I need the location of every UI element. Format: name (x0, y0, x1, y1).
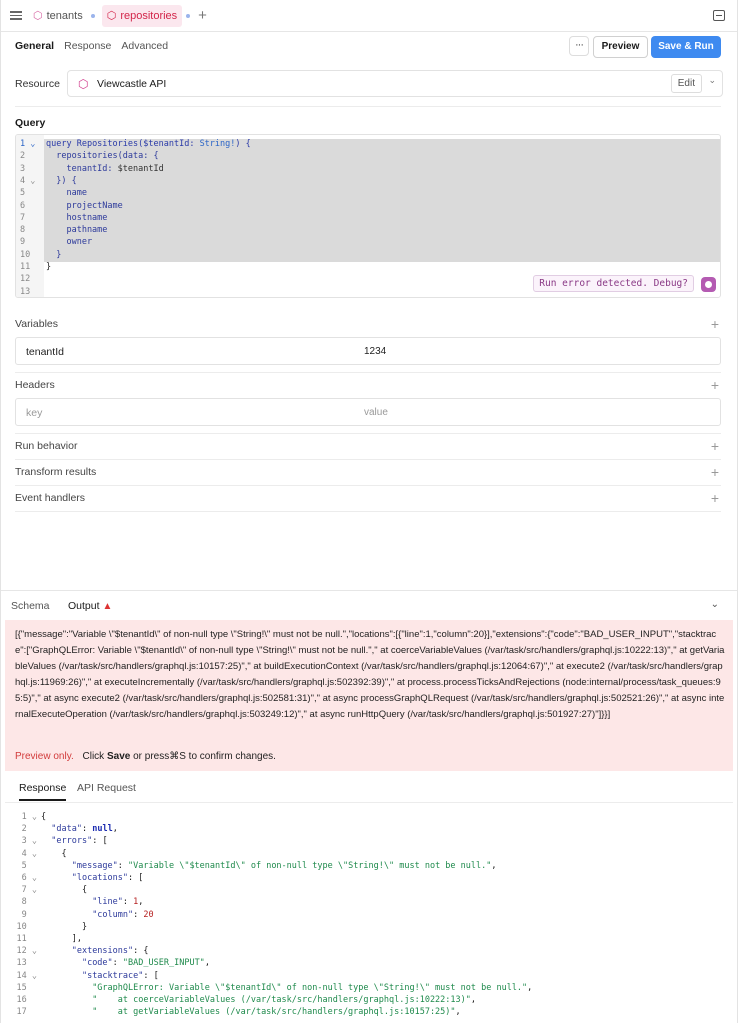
query-tab-bar (1, 0, 737, 32)
header-row (15, 398, 721, 426)
json-line (5, 995, 476, 1007)
json-token: , (138, 897, 144, 908)
json-line (5, 812, 46, 824)
line-number: 6 (20, 200, 26, 211)
json-token: : (133, 909, 144, 920)
resource-row (15, 70, 723, 100)
json-token: : (112, 958, 123, 969)
line-number: 4 ⌄ (20, 175, 36, 186)
json-line-number: 9 (21, 909, 37, 920)
chevron-down-icon[interactable]: ⌄ (710, 599, 719, 610)
json-line-number: 11 (16, 934, 37, 944)
json-token: "message" (71, 860, 118, 871)
resource-select[interactable] (67, 70, 723, 97)
json-token: , (455, 1007, 461, 1018)
json-line-number: 2 (21, 824, 37, 835)
divider (5, 802, 733, 803)
response-tabs (5, 778, 733, 802)
line-number: 7 (20, 212, 26, 223)
json-token (41, 946, 72, 956)
divider (15, 106, 721, 107)
json-token: "line" (92, 897, 123, 908)
json-token: "GraphQLError: Variable \"$tenantId\" of non-null type \"String!\" must not be null." (92, 982, 528, 993)
event-handlers-section[interactable]: Event handlers (15, 492, 86, 504)
output-tab-label: Output (68, 600, 100, 612)
json-token: : { (133, 946, 149, 957)
edit-resource-button[interactable]: Edit (671, 74, 702, 93)
json-line (5, 983, 532, 995)
code-line: repositories(data: { (46, 151, 159, 162)
code-line: pathname (46, 225, 108, 236)
json-line (5, 1007, 461, 1019)
tab-tenants[interactable] (28, 5, 100, 27)
divider (15, 433, 721, 434)
shortcut-text: or press⌘S to confirm changes. (133, 751, 276, 762)
tab-advanced[interactable]: Advanced (121, 40, 169, 52)
variables-title: Variables (15, 318, 58, 330)
add-header-icon[interactable]: + (710, 377, 719, 393)
ai-assist-icon[interactable] (701, 277, 716, 292)
json-token: { (41, 885, 88, 896)
json-line (5, 946, 149, 958)
expand-event-handlers-icon[interactable]: + (710, 490, 719, 506)
code-line: hostname (46, 212, 108, 223)
json-token: "locations" (71, 873, 129, 883)
menu-icon[interactable] (10, 11, 22, 20)
response-json-viewer (5, 812, 733, 1023)
line-number: 5 (20, 188, 26, 199)
debug-error-button[interactable]: Run error detected. Debug? (533, 275, 694, 292)
tab-general[interactable]: General (15, 40, 55, 52)
line-number: 13 (20, 286, 31, 297)
json-token: , (527, 982, 533, 993)
unsaved-dot (186, 14, 190, 18)
editor-subtabs (1, 32, 737, 60)
json-token: : [ (128, 873, 144, 883)
json-line-number: 17 (16, 1007, 37, 1018)
transform-results-section[interactable]: Transform results (15, 466, 97, 478)
line-number: 10 (20, 249, 31, 260)
json-token: "column" (92, 909, 134, 920)
divider (15, 372, 721, 373)
graphql-icon: ⬡ (106, 10, 117, 22)
json-token: " at coerceVariableValues (/var/task/src/handlers/graphql.js:10222:13)" (92, 995, 471, 1005)
json-token: : [ (92, 836, 108, 847)
json-token: { (41, 812, 47, 822)
json-line-number: 15 (16, 982, 37, 993)
output-tabs (1, 594, 737, 618)
unsaved-dot (91, 14, 95, 18)
json-token: : (122, 897, 134, 908)
tab-output[interactable] (68, 600, 112, 612)
chevron-down-icon[interactable]: ⌄ (708, 75, 716, 85)
json-token: " at getVariableValues (/var/task/src/handlers/graphql.js:10157:25)" (92, 1007, 456, 1018)
json-line (5, 934, 82, 946)
json-token (41, 995, 92, 1005)
tab-response-body[interactable]: Response (19, 782, 66, 801)
json-token: : (117, 860, 129, 871)
divider (15, 485, 721, 486)
tab-schema[interactable]: Schema (11, 600, 50, 612)
json-line (5, 885, 87, 897)
graphql-icon: ⬡ (78, 77, 89, 91)
json-token (41, 983, 92, 993)
run-behavior-section[interactable]: Run behavior (15, 440, 78, 452)
error-text: [{"message":"Variable \"$tenantId\" of non-null type \"String!\" must not be null.","locations":[{"line":1,"column":20}],"extensions":{"code":"BAD_USER_INPUT","stacktrace":["GraphQLError: Variable \"$tenantId\" of non-null type \"String!\" must not be null."," at coerceVariableValues (/var/task/src/handlers/graphql.js:10222:13)"," at getVariableValues (/var/task/src/handlers/graphql.js:10157:25)"," at buildExecutionContext (/var/task/src/handlers/graphql.js:12064:67)"," at execute2 (/var/task/src/handlers/graphql.js:11969:26)"," at executeIncrementally (/var/task/src/handlers/graphql.js:502392:39)"," at process.processTicksAndRejections (node:internal/process/task_queues:95:5)"," at async execute2 (/var/task/src/handlers/graphql.js:502581:31)"," at async processGraphQLRequest (/var/task/src/handlers/graphql.js:502521:26)"," at async internalExecuteOperation (/var/task/src/handlers/graphql.js:503249:12)"," at async runHttpQuery (/var/task/src/handlers/graphql.js:501927:27)"]}}] (15, 629, 725, 720)
json-token (41, 958, 82, 968)
json-token: "errors" (51, 836, 93, 847)
collapse-panel-icon[interactable] (713, 10, 725, 21)
save-and-run-button[interactable]: Save & Run (651, 36, 721, 58)
more-options-button[interactable]: ··· (569, 36, 589, 56)
json-token: "extensions" (71, 946, 134, 957)
json-line (5, 922, 87, 934)
line-number: 12 (20, 274, 31, 285)
tab-response[interactable]: Response (64, 40, 112, 52)
graphql-icon: ⬡ (33, 10, 43, 22)
json-token (41, 971, 82, 981)
json-token: , (491, 860, 497, 871)
json-token: 1 (133, 897, 139, 908)
json-token: , (470, 995, 477, 1005)
json-token (41, 1007, 92, 1017)
json-token: , (204, 958, 210, 969)
variable-row (15, 337, 721, 365)
json-line (5, 971, 159, 983)
code-line: name (46, 188, 87, 199)
json-line (5, 836, 108, 848)
json-token: ], (41, 934, 82, 944)
json-token: : (81, 824, 93, 835)
save-link[interactable]: Save (106, 751, 131, 762)
code-line: owner (46, 237, 93, 248)
warning-icon: ▲ (102, 601, 113, 612)
expand-run-behavior-icon[interactable]: + (710, 438, 719, 454)
json-line (5, 873, 143, 885)
preview-only-label: Preview only. (15, 751, 74, 762)
json-token: "BAD_USER_INPUT" (122, 958, 205, 969)
json-token: "data" (51, 824, 82, 835)
json-token: { (41, 848, 67, 859)
line-number: 1 ⌄ (20, 139, 36, 149)
json-line (5, 824, 118, 836)
json-line-number[interactable]: 3 ⌄ (21, 836, 37, 847)
code-line: } (46, 262, 52, 272)
json-line-number[interactable]: 1 ⌄ (21, 812, 37, 822)
json-token (41, 910, 92, 920)
add-variable-icon[interactable]: + (710, 316, 719, 332)
divider (15, 511, 721, 512)
resource-label: Resource (15, 78, 60, 90)
line-number: 8 (20, 225, 26, 236)
line-number: 11 (20, 262, 31, 272)
code-line: }) { (46, 175, 77, 186)
json-line-number: 16 (16, 995, 37, 1005)
json-line-number[interactable]: 14 ⌄ (16, 970, 37, 981)
json-line-number[interactable]: 6 ⌄ (21, 873, 37, 883)
json-token: null (92, 824, 113, 835)
resource-name: Viewcastle API (97, 78, 167, 90)
json-line-number: 13 (16, 958, 37, 969)
header-value-input[interactable]: value (364, 407, 388, 418)
json-line-number: 5 (21, 860, 37, 871)
tab-label: tenants (46, 9, 83, 22)
json-token (41, 836, 51, 846)
json-line (5, 861, 497, 873)
variable-key[interactable]: tenantId (26, 346, 64, 358)
query-code-editor[interactable] (15, 134, 721, 298)
add-tab-icon[interactable]: + (198, 7, 207, 24)
json-token: : [ (143, 970, 159, 981)
json-line-number: 10 (16, 921, 37, 932)
preview-button[interactable]: Preview (593, 36, 648, 58)
line-number: 2 (20, 151, 26, 162)
json-token: "stacktrace" (81, 970, 144, 981)
line-number: 3 (20, 163, 26, 174)
code-line: projectName (46, 200, 123, 211)
json-token: "code" (81, 958, 113, 969)
query-label: Query (15, 117, 46, 129)
tab-repositories[interactable] (102, 5, 182, 27)
divider (15, 459, 721, 460)
json-token: 20 (143, 909, 154, 920)
code-line: query Repositories($tenantId: String!) { (46, 139, 251, 149)
line-number: 9 (20, 237, 26, 248)
json-line (5, 849, 67, 861)
json-line-number[interactable]: 7 ⌄ (21, 885, 37, 896)
json-line-number[interactable]: 4 ⌄ (21, 848, 37, 859)
json-token: , (112, 824, 118, 835)
json-token (41, 861, 72, 871)
json-line-number[interactable]: 12 ⌄ (16, 946, 37, 957)
panel-divider (1, 590, 737, 591)
json-token (41, 897, 92, 907)
preview-notice (15, 751, 276, 762)
tab-api-request[interactable]: API Request (77, 782, 136, 794)
code-line: tenantId: $tenantId (46, 163, 164, 174)
header-key-input[interactable]: key (26, 407, 43, 419)
expand-transform-icon[interactable]: + (710, 464, 719, 480)
code-line: } (46, 249, 62, 260)
json-line (5, 958, 210, 970)
json-token: } (41, 921, 88, 932)
json-token: "Variable \"$tenantId\" of non-null type \"String!\" must not be null." (128, 860, 492, 871)
click-text: Click (82, 751, 105, 762)
json-line-number: 8 (21, 897, 37, 908)
json-token (41, 824, 51, 834)
json-line (5, 910, 154, 922)
variable-value[interactable]: 1234 (364, 346, 387, 357)
error-output (5, 620, 733, 771)
json-token (41, 873, 72, 883)
headers-title: Headers (15, 379, 55, 391)
tab-label: repositories (120, 9, 178, 22)
json-line (5, 897, 143, 909)
